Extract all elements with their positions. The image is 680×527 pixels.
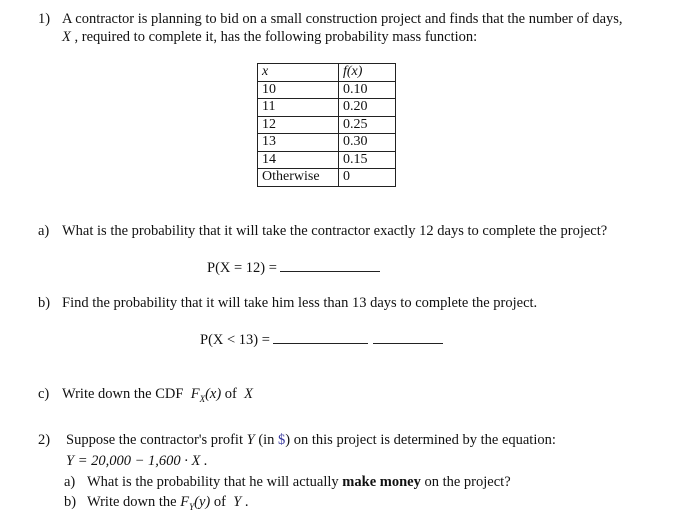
q1c-label: c) [38, 386, 50, 402]
q2-equation: Y = 20,000 − 1,600 · X . [66, 453, 208, 469]
q1b-equation: P(X < 13) = [200, 332, 270, 348]
q2a-text: What is the probability that he will actually make money on the project? [87, 474, 511, 490]
q1a-equation: P(X = 12) = [207, 260, 277, 276]
table-row: 14 0.15 [258, 151, 396, 169]
q1c-text: Write down the CDF $F_X(x)$ of X [62, 386, 253, 404]
table-row: Otherwise 0 [258, 169, 396, 187]
q2-number: 2) [38, 432, 51, 448]
table-row: 12 0.25 [258, 116, 396, 134]
q1b-answer-blank-2 [373, 331, 443, 344]
q1-text-2 [62, 29, 477, 46]
table-row: 10 0.10 [258, 81, 396, 99]
q1b-label: b) [38, 295, 51, 311]
q1-number: 1) [38, 11, 51, 27]
pmf-table [257, 63, 396, 187]
q1b-answer [200, 331, 443, 349]
q1-text: A contractor is planning to bid on a small construction project and finds that the number of days, [62, 11, 623, 27]
q1-text-2-body: , required to complete it, has the following probability mass function: [70, 29, 478, 45]
q2a-label: a) [64, 474, 76, 490]
q1a-label: a) [38, 223, 50, 239]
q1a-text: What is the probability that it will take the contractor exactly 12 days to complete the project? [62, 223, 608, 239]
q1b-text: Find the probability that it will take him less than 13 days to complete the project. [62, 295, 538, 311]
q1b-answer-blank [273, 331, 368, 344]
q1a-answer [207, 259, 380, 277]
table-header: x f(x) [258, 64, 396, 82]
q2b-text: Write down the $F_Y(y)$ of Y . [87, 494, 249, 512]
table-row: 11 0.20 [258, 99, 396, 117]
var-x: X [62, 29, 71, 45]
q2b-label: b) [64, 494, 77, 510]
q2-text: Suppose the contractor's profit Y (in $) on this project is determined by the equation: [66, 432, 556, 448]
q1a-answer-blank [280, 259, 380, 272]
table-row: 13 0.30 [258, 134, 396, 152]
